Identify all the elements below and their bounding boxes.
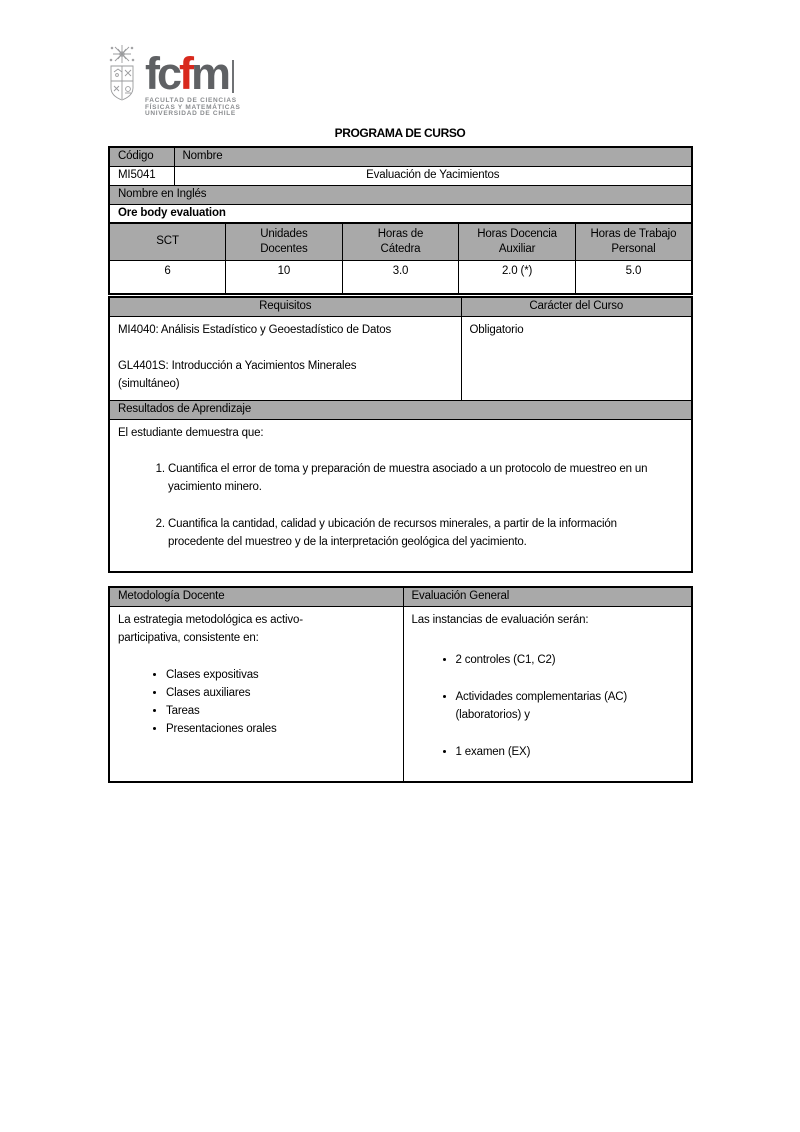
sct-value: 6 [109, 260, 226, 294]
fcfm-letters-gray2: m [191, 48, 229, 99]
course-info-table [108, 146, 693, 295]
evaluacion-item-2: • Actividades complementarias (AC) (laboratorios) y [456, 688, 646, 724]
faculty-line-3: UNIVERSIDAD DE CHILE [145, 110, 236, 118]
metodologia-item-1: • Clases expositivas [166, 666, 395, 684]
nombre-ingles-header: Nombre en Inglés [109, 185, 692, 204]
unidades-docentes-header: Unidades Docentes [226, 224, 343, 260]
evaluacion-item-3: • 1 examen (EX) [456, 743, 646, 761]
requisitos-content [109, 316, 461, 400]
caracter-curso-header: Carácter del Curso [461, 297, 692, 316]
nombre-header: Nombre [174, 147, 692, 166]
evaluacion-general-header: Evaluación General [403, 587, 692, 606]
requisitos-resultados-table [108, 296, 693, 573]
logo-text-block [145, 44, 241, 118]
metodologia-evaluacion-table [108, 586, 693, 783]
metodologia-intro: La estrategia metodológica es activo-participativa, consistente en: [118, 613, 303, 644]
metodologia-item-2: • Clases auxiliares [166, 684, 395, 702]
evaluacion-intro: Las instancias de evaluación serán: [411, 613, 589, 626]
requisito-2: GL4401S: Introducción a Yacimientos Minerales (simultáneo) [118, 359, 357, 390]
faculty-line-2: FÍSICAS Y MATEMÁTICAS [145, 103, 241, 111]
nombre-value: Evaluación de Yacimientos [174, 166, 692, 185]
nombre-ingles-value: Ore body evaluation [109, 204, 692, 223]
metodologia-docente-header: Metodología Docente [109, 587, 403, 606]
resultados-aprendizaje-content [109, 419, 692, 572]
requisitos-header: Requisitos [109, 297, 461, 316]
resultado-item-2: 2. Cuantifica la cantidad, calidad y ubicación de recursos minerales, a partir de la información procedente del muestreo y de la interpretación geológica del yacimiento. [168, 515, 660, 551]
fcfm-logo [108, 44, 241, 118]
resultado-item-1: 1. Cuantifica el error de toma y preparación de muestra asociado a un protocolo de muestreo en un yacimiento minero. [168, 460, 660, 496]
evaluacion-list [412, 651, 684, 761]
horas-trabajo-personal-header: Horas de Trabajo Personal [575, 224, 692, 260]
unidades-docentes-value: 10 [226, 260, 343, 294]
fcfm-letters-gray1: fc [145, 48, 180, 99]
universidad-de-chile-emblem-icon [108, 44, 136, 102]
resultados-intro: El estudiante demuestra que: [118, 426, 264, 439]
faculty-line-1: FACULTAD DE CIENCIAS [145, 97, 237, 104]
horas-catedra-header: Horas de Cátedra [342, 224, 459, 260]
faculty-name [145, 98, 241, 118]
codigo-value: MI5041 [109, 166, 174, 185]
horas-docencia-auxiliar-value: 2.0 (*) [459, 260, 576, 294]
sct-header: SCT [109, 224, 226, 260]
metodologia-item-4: • Presentaciones orales [166, 720, 395, 738]
logo-divider-bar [232, 60, 234, 93]
horas-catedra-value: 3.0 [342, 260, 459, 294]
evaluacion-general-content [403, 606, 692, 782]
horas-docencia-auxiliar-header: Horas Docencia Auxiliar [459, 224, 576, 260]
caracter-curso-value: Obligatorio [461, 316, 692, 400]
metodologia-list [118, 666, 395, 738]
requisito-1: MI4040: Análisis Estadístico y Geoestadístico de Datos [118, 323, 392, 336]
fcfm-letter-red: f [179, 48, 192, 99]
evaluacion-item-1: • 2 controles (C1, C2) [456, 651, 646, 669]
fcfm-wordmark [145, 48, 241, 99]
metodologia-item-3: • Tareas [166, 702, 395, 720]
metodologia-docente-content [109, 606, 403, 782]
page-title: PROGRAMA DE CURSO [334, 126, 466, 140]
codigo-header: Código [109, 147, 174, 166]
credits-table [108, 224, 693, 295]
resultados-list [118, 460, 683, 551]
resultados-aprendizaje-header: Resultados de Aprendizaje [109, 400, 692, 419]
horas-trabajo-personal-value: 5.0 [575, 260, 692, 294]
